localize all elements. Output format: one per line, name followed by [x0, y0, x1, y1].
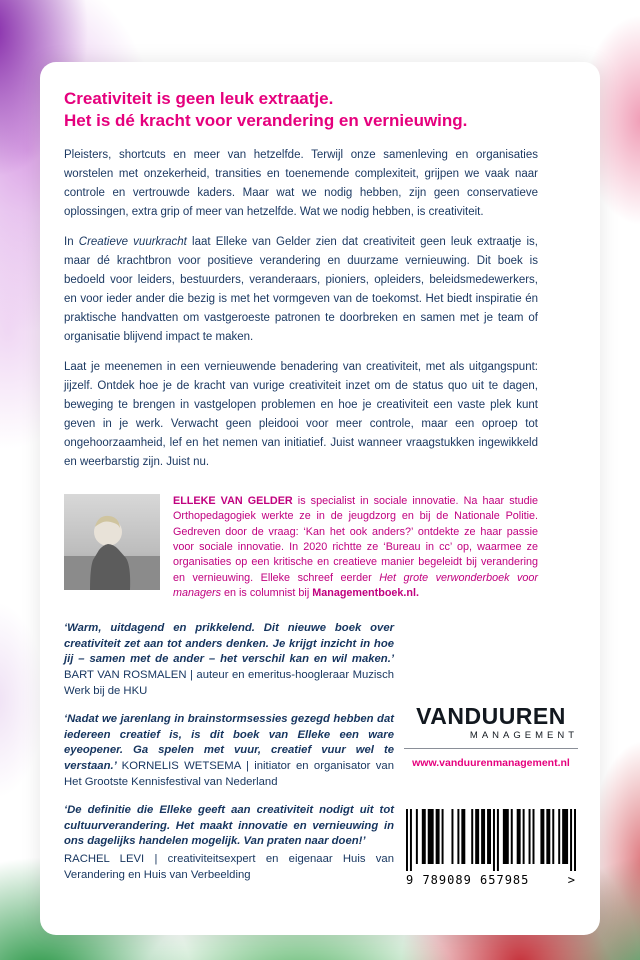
cover-title: [64, 88, 538, 132]
barcode-caret: >: [567, 873, 576, 888]
barcode-digits: 9 789089 657985: [406, 873, 530, 888]
blurb-paragraph-1: Pleisters, shortcuts en meer van hetzelfde. Terwijl onze samenleving en organisaties worstelen met onzekerheid, transities en toenemende complexiteit, grijpen we vaak naar controle en vertrouwde kaders. Maar wat we nodig hebben, zijn geen conservatieve oplossingen, extra grip of meer van hetzelfde. Wat we nodig hebben, is creativiteit.: [64, 149, 538, 219]
testimonials-column: [64, 621, 394, 894]
testimonial-2: [64, 712, 394, 790]
blurb-paragraph-2: [64, 233, 538, 347]
testimonial-1-quote: ‘Warm, uitdagend en prikkelend. Dit nieuwe boek over creativiteit zet aan tot anders denken. Je krijgt inzicht in hoe jij – samen met de ander – het verschil kan en wil maken.’: [64, 622, 394, 666]
testimonial-1: [64, 621, 394, 699]
bottom-section: [64, 621, 578, 894]
testimonial-1-sep: |: [186, 669, 197, 682]
bio-text-2: en is columnist bij: [221, 586, 313, 599]
author-bio-section: [64, 494, 538, 601]
testimonial-2-author: KORNELIS WETSEMA: [121, 760, 241, 773]
testimonial-3-attribution: [64, 852, 394, 883]
publisher-logo-rule: [404, 748, 578, 749]
cover-title-line1: Creativiteit is geen leuk extraatje.: [64, 89, 334, 108]
publisher-logo-wordmark: VANDUUREN: [416, 703, 566, 730]
barcode-block: [404, 809, 578, 887]
cover-title-line2: Het is dé kracht voor verandering en vernieuwing.: [64, 111, 468, 131]
publisher-logo-subtitle: MANAGEMENT: [469, 730, 578, 742]
author-bio-text: [173, 494, 538, 601]
testimonial-2-sep: |: [240, 760, 255, 773]
paragraph-2-rest: laat Elleke van Gelder zien dat creativiteit geen leuk extraatje is, maar dé krachtbron voor positieve verandering en duurzame vernieuwing. Dit boek is bedoeld voor leiders, bestuurders, veranderaars, pioniers, opleiders, beleidsmedewerkers, en voor ieder ander die bezig is met het vormgeven van de toekomst. Het biedt inspiratie én praktische handvatten om vastgeroeste patronen te doorbreken en samen met je team of organisatie blijvend impact te maken.: [64, 236, 538, 344]
testimonial-3-sep: |: [144, 852, 168, 865]
publisher-logo: [404, 705, 578, 769]
testimonial-1-author: BART VAN ROSMALEN: [64, 669, 187, 682]
blurb-paragraph-3: Laat je meenemen in een vernieuwende benadering van creativiteit, met als uitgangspunt: jijzelf. Ontdek hoe je de kracht van vurige creativiteit inzet om de status quo uit te dagen, beweging te brengen in vastgelopen problemen en hoe je creativiteit een vaste plek kunt geven in je werk. Verwacht geen pleidooi voor meer controle, maar een oproep tot ongehoorzaamheid, lef en het nemen van initiatief. Juist wanneer vraagstukken ingewikkeld en weerbarstig zijn. Juist nu.: [64, 361, 538, 469]
publisher-website: www.vanduurenmanagement.nl: [412, 757, 570, 770]
barcode-icon: [406, 809, 576, 871]
testimonial-2-quote: ‘Nadat we jarenlang in brainstormsessies gezegd hebben dat iedereen creatief is, is dit boek van Elleke een ware eyeopener. Ga spelen met vuur, creatief vuur wel te verstaan.’: [64, 713, 394, 773]
testimonial-2-role: initiator en organisator van Het Grootste Kennisfestival van Nederland: [64, 760, 394, 788]
bio-site: Managementboek.nl.: [312, 586, 420, 599]
author-name: ELLEKE VAN GELDER: [173, 495, 293, 508]
bio-book-title: Het grote verwonderboek voor managers: [173, 571, 538, 599]
publisher-column: [394, 621, 578, 894]
testimonial-3-author: RACHEL LEVI: [64, 852, 145, 865]
testimonial-3: [64, 803, 394, 883]
testimonial-3-quote: ‘De definitie die Elleke geeft aan creativiteit nodigt uit tot cultuurverandering. Het maakt innovatie en vernieuwing in ons dagelijks handelen mogelijk. Van praten naar doen!’: [64, 804, 394, 848]
author-photo: [64, 494, 160, 590]
book-title-inline: Creatieve vuurkracht: [78, 236, 187, 249]
barcode-number-row: [406, 873, 576, 887]
testimonial-1-role: auteur en emeritus-hoogleraar Muzisch Werk bij de HKU: [64, 669, 395, 697]
book-back-cover-panel: [40, 62, 600, 935]
testimonial-3-role: creativiteitsexpert en eigenaar Huis van Verandering en Huis van Verbeelding: [64, 852, 394, 881]
bio-text-1: is specialist in sociale innovatie. Na haar studie Orthopedagogiek werkte ze in de jeugdzorg en bij de Nationale Politie. Gedreven door de vraag: ‘Kan het ook anders?’ ontdekte ze haar passie voor sociale innovatie. In 2020 richtte ze ‘Bureau in cc’ op, waarmee ze organisaties op een kritische en creatieve manier begeleidt bij verandering en vernieuwing. Elleke schreef eerder: [173, 495, 539, 584]
paragraph-2-pre: In: [64, 236, 79, 249]
